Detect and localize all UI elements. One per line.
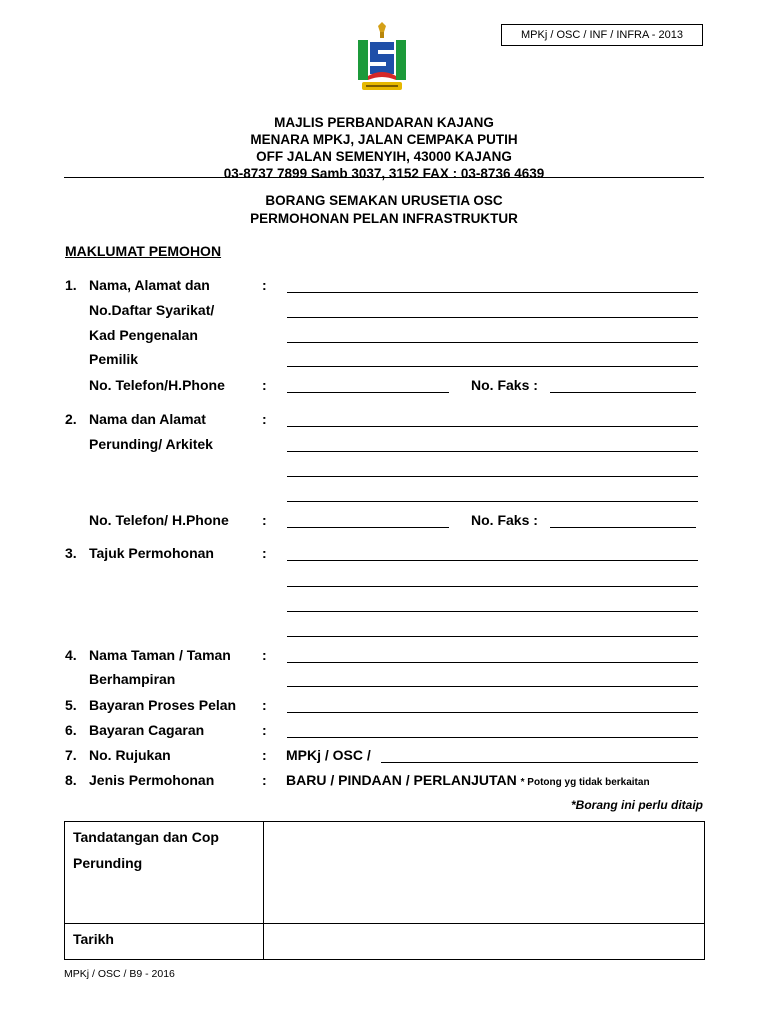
consultant-address-line[interactable] — [287, 451, 698, 452]
colon: : — [262, 772, 267, 788]
application-title-line[interactable] — [287, 611, 698, 612]
section-heading: MAKLUMAT PEMOHON — [65, 243, 222, 259]
org-address-1: MENARA MPKJ, JALAN CEMPAKA PUTIH — [250, 132, 518, 147]
field-2-row-4 — [0, 486, 768, 508]
typing-required-note: *Borang ini perlu ditaip — [570, 798, 703, 812]
date-label: Tarikh — [73, 931, 114, 947]
council-logo — [354, 22, 410, 94]
field-label: Tajuk Permohonan — [89, 545, 214, 561]
field-4-row-2 — [0, 671, 768, 693]
colon: : — [262, 411, 267, 427]
field-1-row-2 — [0, 302, 768, 324]
processing-fee-line[interactable] — [287, 712, 698, 713]
colon: : — [262, 647, 267, 663]
field-8-row — [0, 772, 768, 794]
colon: : — [262, 697, 267, 713]
consultant-phone-line[interactable] — [287, 527, 449, 528]
applicant-name-line[interactable] — [287, 292, 698, 293]
fax-label: No. Faks : — [471, 377, 538, 393]
field-label: No. Rujukan — [89, 747, 171, 763]
fax-label: No. Faks : — [471, 512, 538, 528]
org-name: MAJLIS PERBANDARAN KAJANG — [274, 115, 494, 130]
signature-label-line-2: Perunding — [73, 855, 143, 871]
field-2-row-1 — [0, 411, 768, 433]
form-title — [0, 192, 768, 228]
field-label: Perunding/ Arkitek — [89, 436, 213, 452]
field-number: 8. — [65, 772, 77, 788]
field-number: 3. — [65, 545, 77, 561]
organization-header — [0, 114, 768, 182]
consultant-name-line[interactable] — [287, 426, 698, 427]
applicant-address-line[interactable] — [287, 366, 698, 367]
field-number: 7. — [65, 747, 77, 763]
colon: : — [262, 377, 267, 393]
form-code: MPKj / OSC / INF / INFRA - 2013 — [521, 29, 683, 41]
footer-code: MPKj / OSC / B9 - 2016 — [64, 968, 175, 980]
consultant-address-line[interactable] — [287, 476, 698, 477]
strike-out-note: * Potong yg tidak berkaitan — [520, 777, 650, 788]
field-1-phone-row — [0, 377, 768, 399]
field-3-row-2 — [0, 571, 768, 593]
field-label: Kad Pengenalan — [89, 327, 198, 343]
field-3-row-1 — [0, 545, 768, 567]
field-label: Pemilik — [89, 351, 139, 367]
form-title-line-2: PERMOHONAN PELAN INFRASTRUKTUR — [250, 211, 518, 226]
field-label: Nama dan Alamat — [89, 411, 206, 427]
field-1-row-1 — [0, 277, 768, 299]
header-divider — [64, 177, 704, 178]
estate-name-line[interactable] — [287, 662, 698, 663]
field-2-row-2 — [0, 436, 768, 458]
field-number: 5. — [65, 697, 77, 713]
applicant-address-line[interactable] — [287, 342, 698, 343]
field-3-row-4 — [0, 621, 768, 643]
field-1-row-4 — [0, 351, 768, 373]
org-contact: 03-8737 7899 Samb 3037, 3152 FAX : 03-8736 4639 — [223, 166, 545, 181]
field-number: 6. — [65, 722, 77, 738]
application-title-line[interactable] — [287, 586, 698, 587]
field-number: 1. — [65, 277, 77, 293]
application-type-value: BARU / PINDAAN / PERLANJUTAN — [286, 772, 517, 788]
field-2-row-3 — [0, 461, 768, 483]
signature-stamp-box[interactable] — [264, 822, 704, 922]
signature-table — [64, 821, 705, 960]
reference-number-line[interactable] — [381, 762, 698, 763]
org-address-2: OFF JALAN SEMENYIH, 43000 KAJANG — [256, 149, 512, 164]
field-label: Berhampiran — [89, 671, 176, 687]
colon: : — [262, 747, 267, 763]
consultant-fax-line[interactable] — [550, 527, 696, 528]
field-1-row-3 — [0, 327, 768, 349]
date-box[interactable] — [264, 924, 704, 959]
field-label: Jenis Permohonan — [89, 772, 215, 788]
form-code-box — [501, 24, 703, 46]
deposit-fee-line[interactable] — [287, 737, 698, 738]
applicant-address-line[interactable] — [287, 317, 698, 318]
applicant-fax-line[interactable] — [550, 392, 696, 393]
colon: : — [262, 512, 267, 528]
field-5-row — [0, 697, 768, 719]
colon: : — [262, 722, 267, 738]
application-title-line[interactable] — [287, 560, 698, 561]
field-7-row — [0, 747, 768, 769]
form-title-line-1: BORANG SEMAKAN URUSETIA OSC — [265, 193, 503, 208]
signature-label-line-1: Tandatangan dan Cop — [73, 829, 219, 845]
field-label: No.Daftar Syarikat/ — [89, 302, 215, 318]
field-3-row-3 — [0, 596, 768, 618]
signature-label — [73, 824, 219, 876]
field-label: Nama, Alamat dan — [89, 277, 210, 293]
colon: : — [262, 277, 267, 293]
field-4-row-1 — [0, 647, 768, 669]
estate-name-line[interactable] — [287, 686, 698, 687]
reference-prefix: MPKj / OSC / — [286, 747, 371, 763]
application-title-line[interactable] — [287, 636, 698, 637]
field-number: 4. — [65, 647, 77, 663]
application-type-options[interactable] — [286, 772, 650, 788]
field-label: Nama Taman / Taman — [89, 647, 231, 663]
field-6-row — [0, 722, 768, 744]
applicant-phone-line[interactable] — [287, 392, 449, 393]
consultant-address-line[interactable] — [287, 501, 698, 502]
field-label: Bayaran Cagaran — [89, 722, 205, 738]
field-number: 2. — [65, 411, 77, 427]
field-label: Bayaran Proses Pelan — [89, 697, 237, 713]
colon: : — [262, 545, 267, 561]
field-label: No. Telefon/H.Phone — [89, 377, 225, 393]
field-2-phone-row — [0, 512, 768, 534]
field-label: No. Telefon/ H.Phone — [89, 512, 229, 528]
